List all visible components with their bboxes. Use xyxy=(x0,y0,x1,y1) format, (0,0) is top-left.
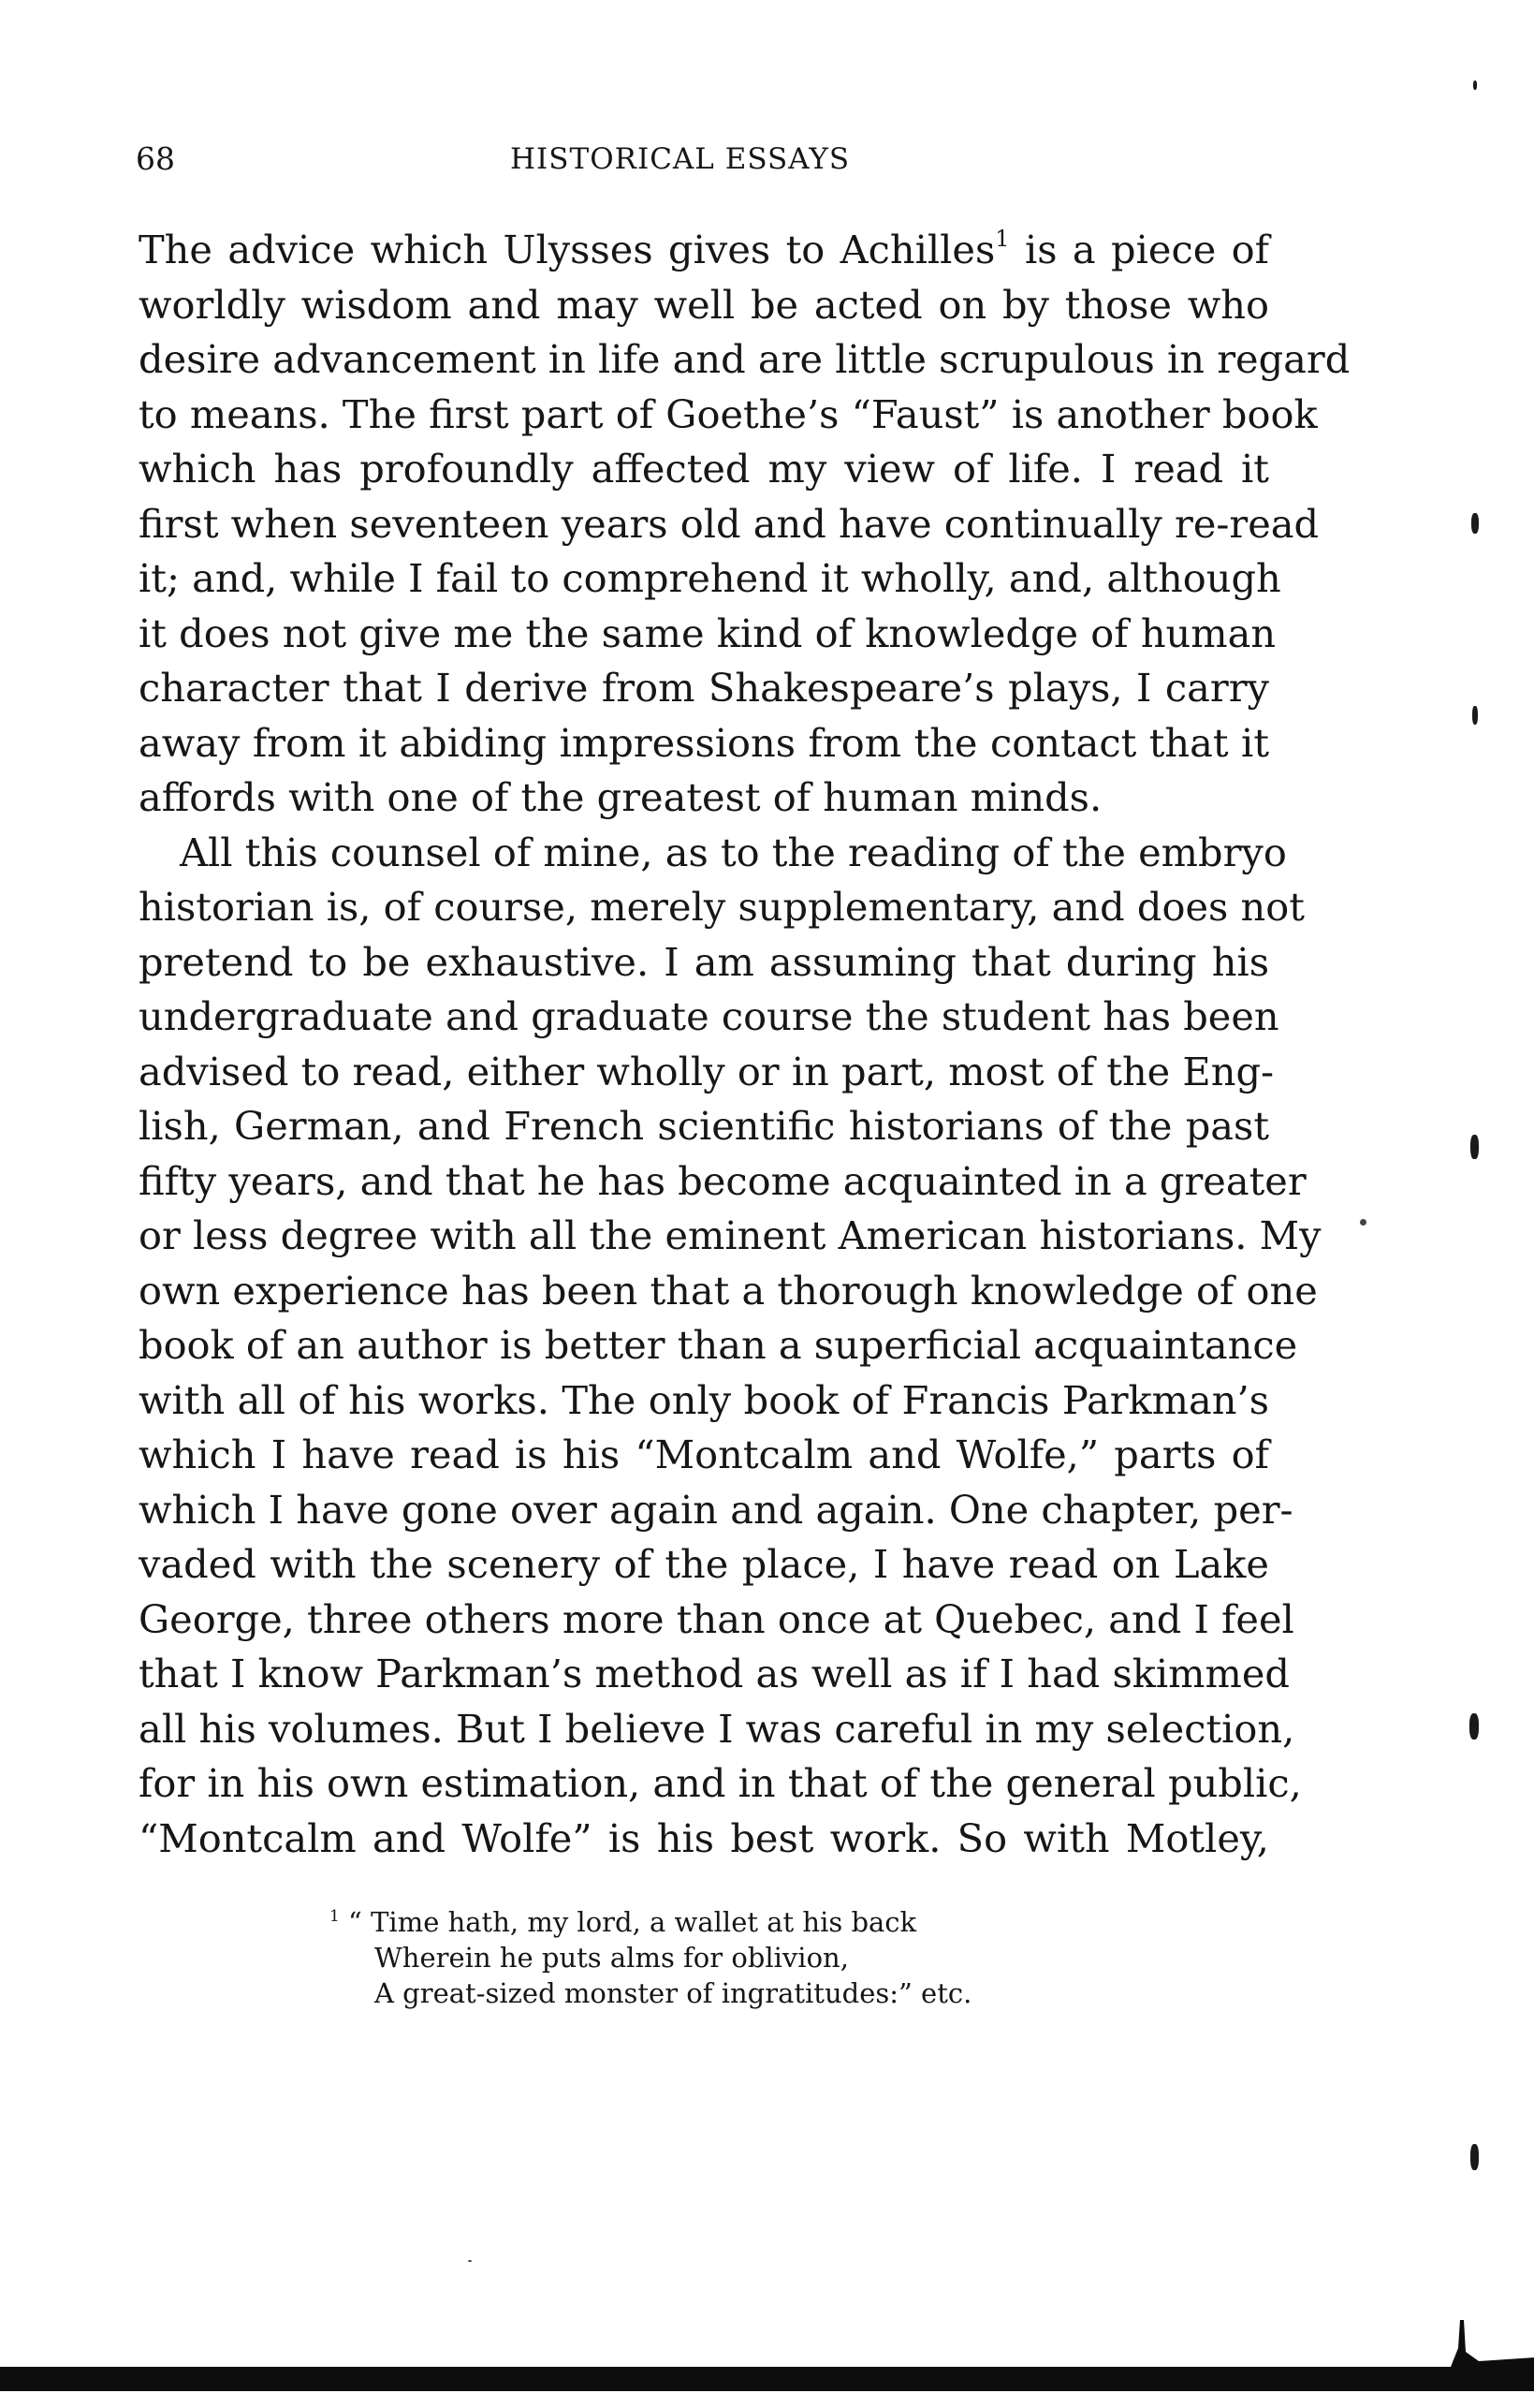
footnote-reference: 1 xyxy=(995,226,1010,252)
text-line: vaded with the scenery of the place, I have read on Lake xyxy=(139,1541,1269,1587)
text-line: pretend to be exhaustive. I am assuming that during his xyxy=(139,938,1269,985)
scan-mark xyxy=(1473,81,1477,90)
scan-mark xyxy=(1469,1713,1479,1740)
text-line: The advice which Ulysses gives to Achilles$^1$ is a piece of xyxy=(139,226,1270,272)
footnote xyxy=(329,1904,1172,2011)
text-line: all his volumes. But I believe I was careful in my selection, xyxy=(139,1705,1295,1752)
scan-mark xyxy=(1471,513,1479,534)
text-line: desire advancement in life and are little scrupulous in regard xyxy=(139,336,1351,382)
text-line: that I know Parkman’s method as well as if I had skimmed xyxy=(139,1651,1290,1696)
footnote-marker: 1 xyxy=(329,1907,340,1926)
paragraph-end-line: affords with one of the greatest of human minds. xyxy=(139,774,1103,820)
footnote-line: A great-sized monster of ingratitudes:” etc. xyxy=(374,1977,972,2009)
text-line: advised to read, either wholly or in part, most of the Eng- xyxy=(139,1048,1275,1094)
text-line: own experience has been that a thorough knowledge of one xyxy=(139,1267,1318,1314)
text-line: away from it abiding impressions from the contact that it xyxy=(139,719,1269,766)
scan-bottom-edge xyxy=(0,2367,1534,2391)
text-line: first when seventeen years old and have continually re-read xyxy=(139,500,1320,547)
text-line: worldly wisdom and may well be acted on by those who xyxy=(139,281,1269,328)
text-line: or less degree with all the eminent American historians. My xyxy=(139,1212,1322,1258)
text-line: for in his own estimation, and in that of the general public, xyxy=(139,1760,1302,1806)
text-line: book of an author is better than a superficial acquaintance xyxy=(139,1322,1298,1368)
page-header xyxy=(136,136,1268,183)
text-line: “Montcalm and Wolfe” is his best work. So with Motley, xyxy=(139,1814,1269,1861)
text-line: character that I derive from Shakespeare’s plays, I carry xyxy=(139,665,1269,711)
scan-mark xyxy=(1470,2144,1479,2170)
text-line: it; and, while I fail to comprehend it wholly, and, although xyxy=(139,555,1281,601)
text-line: George, three others more than once at Quebec, and I feel xyxy=(139,1595,1294,1642)
text-line: which I have gone over again and again. One chapter, per- xyxy=(139,1486,1293,1533)
text-line: undergraduate and graduate course the student has been xyxy=(139,993,1279,1039)
footnote-line: $^1$ “ Time hath, my lord, a wallet at his back xyxy=(329,1906,917,1938)
page-number: 68 xyxy=(136,140,175,177)
text-line: it does not give me the same kind of knowledge of human xyxy=(139,609,1277,656)
text-line: lish, German, and French scientific historians of the past xyxy=(139,1103,1269,1149)
text-line: fifty years, and that he has become acquainted in a greater xyxy=(139,1157,1307,1204)
text-line: which has profoundly affected my view of life. I read it xyxy=(139,446,1269,492)
scan-speck xyxy=(1360,1219,1366,1226)
scan-mark xyxy=(1472,706,1478,725)
body-text xyxy=(139,223,1351,1866)
text-line: historian is, of course, merely supplementary, and does not xyxy=(139,884,1305,930)
running-title: HISTORICAL ESSAYS xyxy=(510,142,851,176)
paragraph-start-line: All this counsel of mine, as to the reading of the embryo xyxy=(180,829,1287,875)
text-line: to means. The first part of Goethe’s “Faust” is another book xyxy=(139,390,1318,437)
scan-mark xyxy=(1470,1135,1479,1159)
text-line: which I have read is his “Montcalm and Wolfe,” parts of xyxy=(139,1432,1269,1477)
text-line: with all of his works. The only book of Francis Parkman’s xyxy=(139,1376,1269,1423)
scan-speck xyxy=(468,2260,472,2262)
footnote-line: Wherein he puts alms for oblivion, xyxy=(374,1942,849,1974)
